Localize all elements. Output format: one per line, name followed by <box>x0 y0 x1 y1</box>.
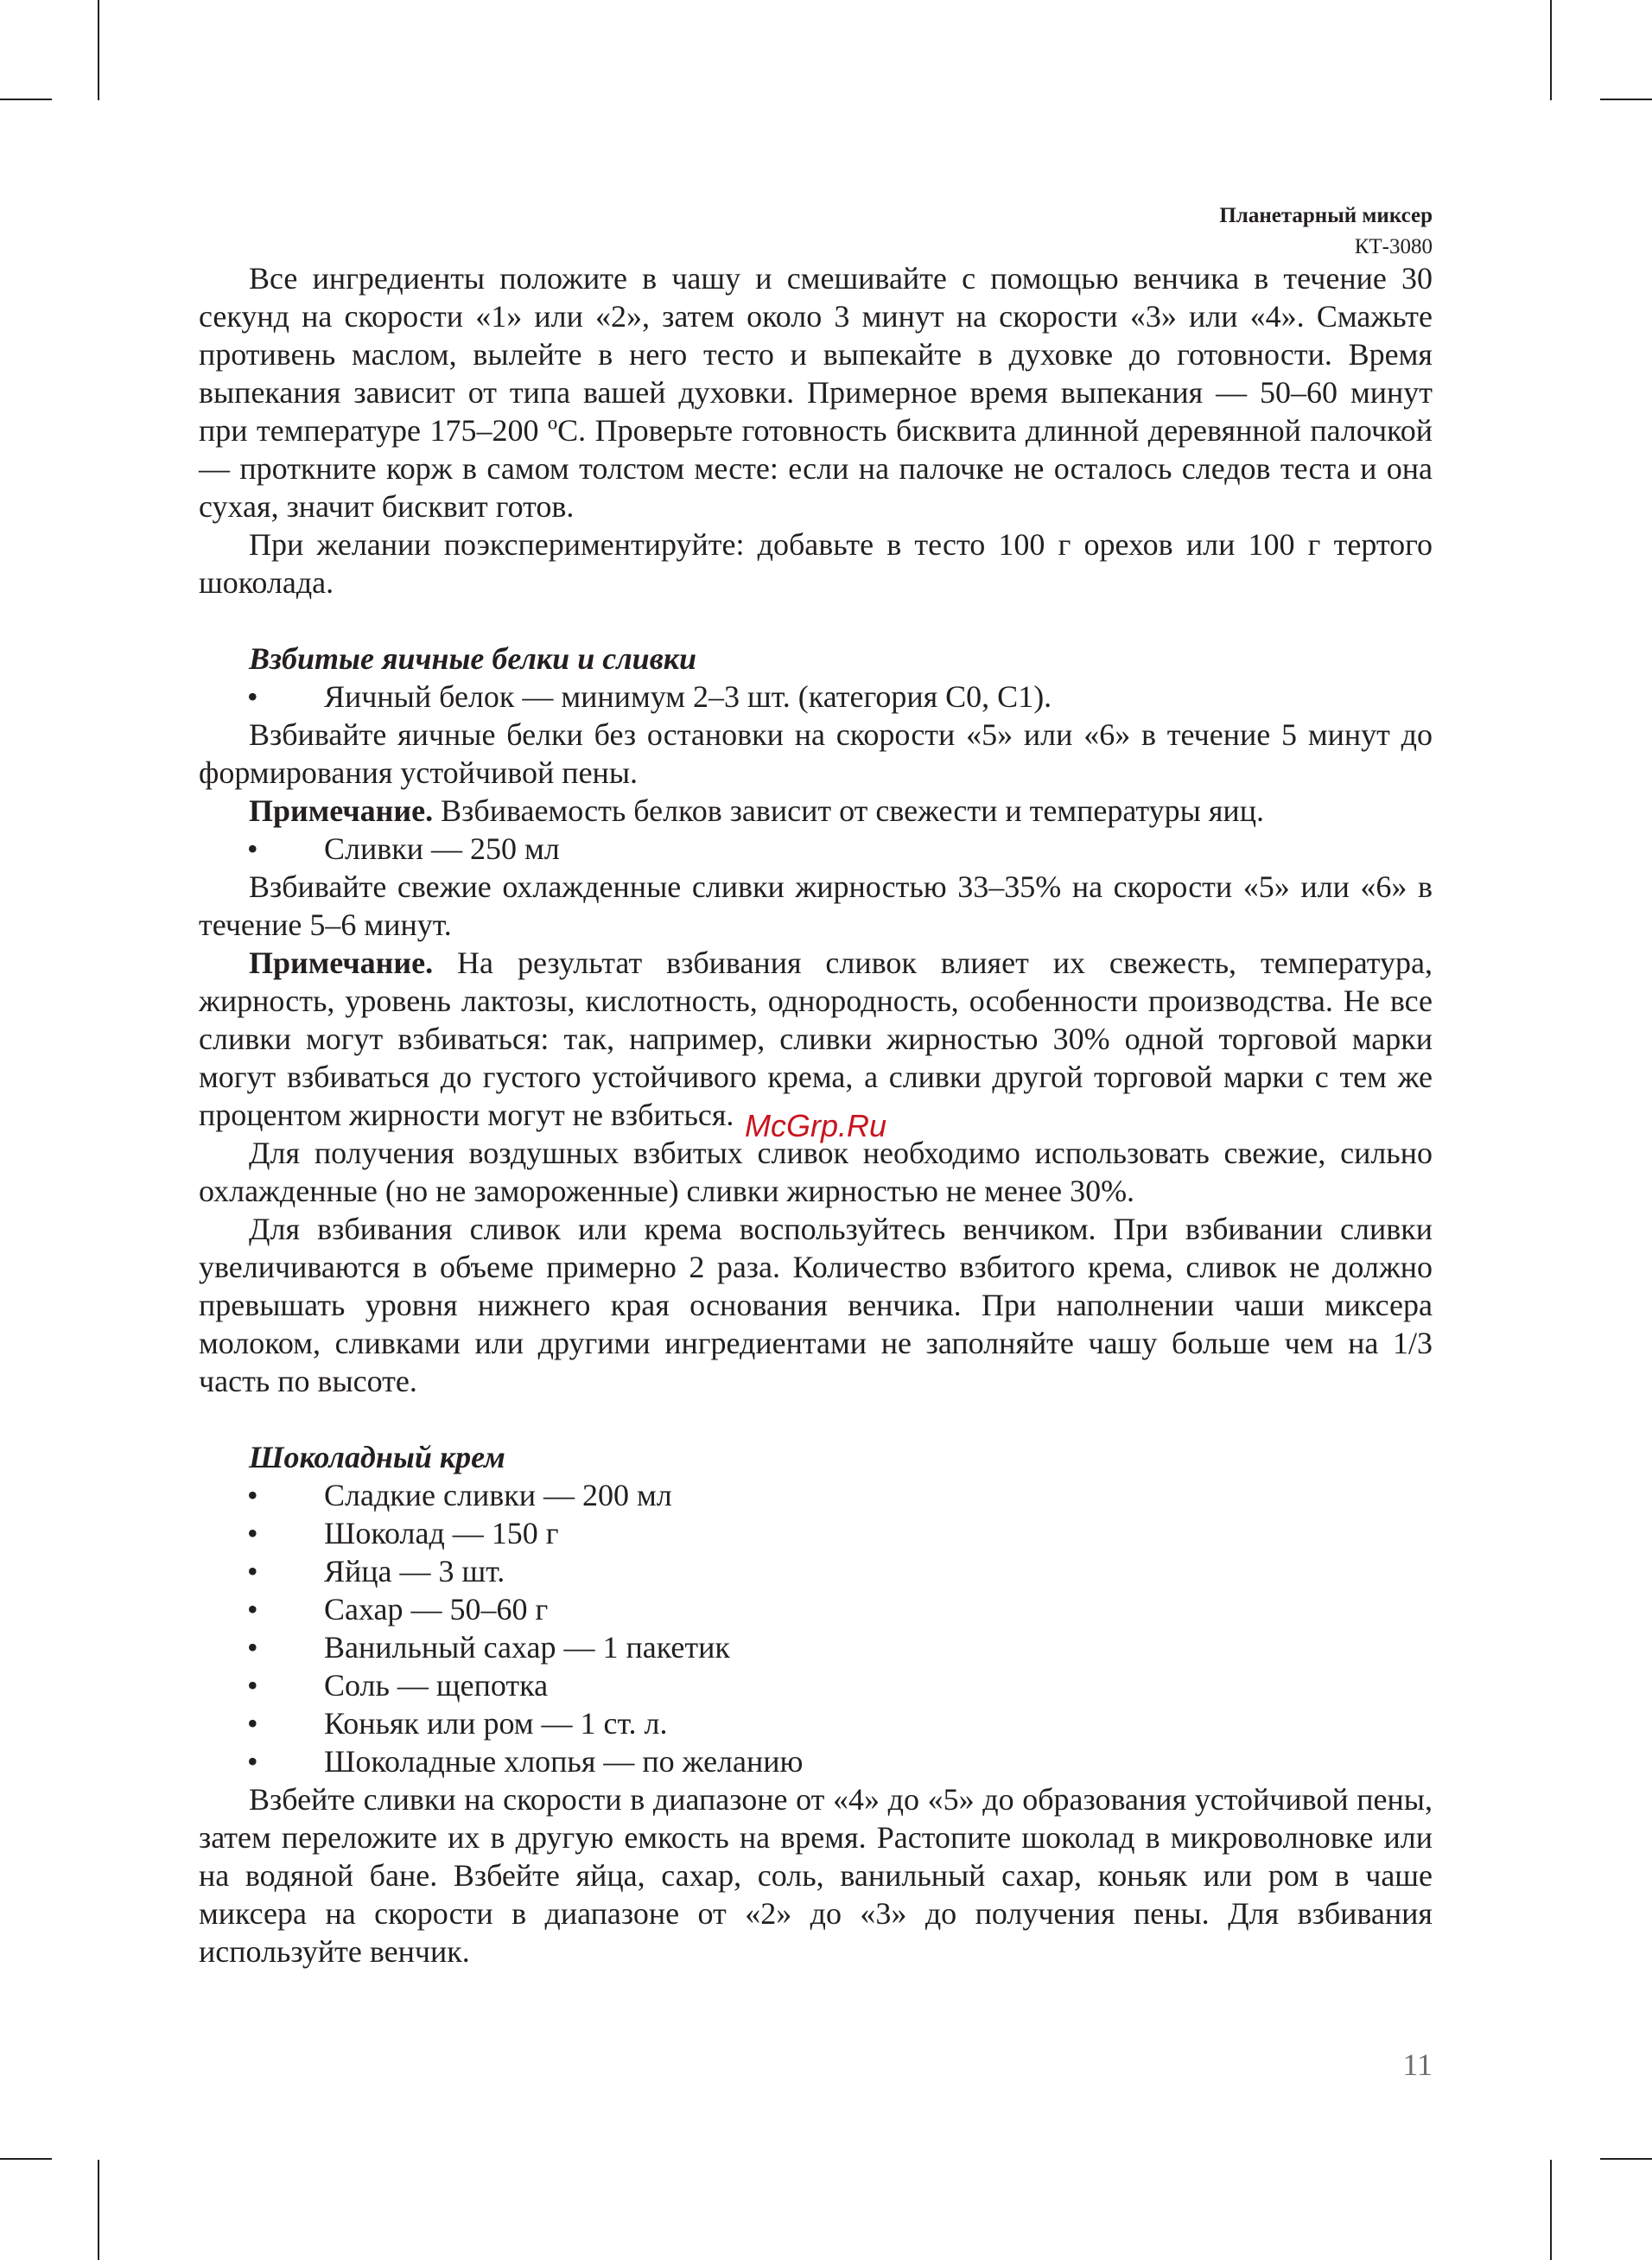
header-model: КТ-3080 <box>1354 235 1433 258</box>
bullet-icon: • <box>247 679 258 714</box>
running-header <box>1219 201 1433 263</box>
bullet-icon: • <box>247 1744 258 1779</box>
bullet-icon: • <box>247 831 258 866</box>
list-item: • Сливки — 250 мл <box>247 831 560 866</box>
bullet-icon: • <box>247 1706 258 1741</box>
crop-mark <box>1550 0 1552 100</box>
list-item: • Коньяк или ром — 1 ст. л. <box>247 1706 668 1741</box>
crop-mark <box>98 0 99 100</box>
list-item: • Соль — щепотка <box>247 1668 549 1703</box>
list-item: • Яйца — 3 шт. <box>247 1554 505 1588</box>
paragraph: Для взбивания сливок или крема воспользуйтесь венчиком. При взбивании сливки увеличиваются в объеме примерно 2 раза. Количество взбитого крема, сливок не должно превышать уровня нижнего края основания венчика. При наполнении чаши миксера молоком, сливками или другими ингредиентами не заполняйте чашу больше чем на 1/3 часть по высоте. <box>199 1212 1433 1398</box>
note-label: Примечание. <box>249 945 434 980</box>
paragraph: Взбивайте свежие охлажденные сливки жирностью 33–35% на скорости «5» или «6» в течение 5–6 минут. <box>199 869 1433 942</box>
note-label: Примечание. <box>249 793 434 828</box>
section-heading-whipped: Взбитые яичные белки и сливки <box>249 641 697 676</box>
bullet-icon: • <box>247 1592 258 1627</box>
list-item: • Сладкие сливки — 200 мл <box>247 1478 672 1512</box>
crop-mark <box>0 2158 52 2160</box>
bullet-icon: • <box>247 1478 258 1512</box>
note-paragraph: Примечание. Взбиваемость белков зависит от свежести и температуры яиц. <box>249 793 1264 828</box>
crop-mark <box>98 2160 99 2260</box>
list-item: • Шоколадные хлопья — по желанию <box>247 1744 804 1779</box>
page-number: 11 <box>1402 2047 1433 2082</box>
paragraph: Для получения воздушных взбитых сливок необходимо использовать свежие, сильно охлажденные (но не замороженные) сливки жирностью не менее 30%. <box>199 1136 1433 1208</box>
list-item: • Шоколад — 150 г <box>247 1516 559 1550</box>
crop-mark <box>1600 99 1652 100</box>
paragraph: Взбейте сливки на скорости в диапазоне от «4» до «5» до образования устойчивой пены, затем переложите их в другую емкость на время. Растопите шоколад в микроволновке или на водяной бане. Взбейте яйца, сахар, соль, ванильный сахар, коньяк или ром в чаше миксера на скорости в диапазоне от «2» до «3» до получения пены. Для взбивания используйте венчик. <box>199 1782 1433 1969</box>
paragraph: Взбивайте яичные белки без остановки на скорости «5» или «6» в течение 5 минут до формирования устойчивой пены. <box>199 717 1433 790</box>
section-heading-chocolate: Шоколадный крем <box>249 1440 505 1474</box>
crop-mark <box>0 99 52 100</box>
bullet-icon: • <box>247 1630 258 1665</box>
intro-paragraph-2: При желании поэкспериментируйте: добавьте в тесто 100 г орехов или 100 г тертого шоколада. <box>199 527 1433 600</box>
bullet-icon: • <box>247 1554 258 1588</box>
list-item: • Ванильный сахар — 1 пакетик <box>247 1630 730 1665</box>
note-paragraph: Примечание. На результат взбивания сливок влияет их свежесть, температура, жирность, уровень лактозы, кислотность, однородность, особенности производства. Не все сливки могут взбиваться: так, например, сливки жирностью 30% одной торговой марки могут взбиваться до густого устойчивого крема, а сливки другой торговой марки с тем же процентом жирности могут не взбиться. <box>199 945 1433 1132</box>
header-title: Планетарный миксер <box>1219 204 1433 227</box>
watermark: McGrp.Ru <box>745 1108 887 1143</box>
crop-mark <box>1600 2158 1652 2160</box>
intro-paragraph-1: Все ингредиенты положите в чашу и смешивайте с помощью венчика в течение 30 секунд на скорости «1» или «2», затем около 3 минут на скорости «3» или «4». Смажьте противень маслом, вылейте в него тесто и выпекайте в духовке до готовности. Время выпекания зависит от типа вашей духовки. Примерное время выпекания — 50–60 минут при температуре 175–200 ºC. Проверьте готовность бисквита длинной деревянной палочкой — проткните корж в самом толстом месте: если на палочке не осталось следов теста и она сухая, значит бисквит готов. <box>199 261 1433 524</box>
bullet-icon: • <box>247 1668 258 1703</box>
bullet-icon: • <box>247 1516 258 1550</box>
list-item: • Сахар — 50–60 г <box>247 1592 549 1627</box>
crop-mark <box>1550 2160 1552 2260</box>
list-item: • Яичный белок — минимум 2–3 шт. (категория С0, С1). <box>247 679 1052 714</box>
